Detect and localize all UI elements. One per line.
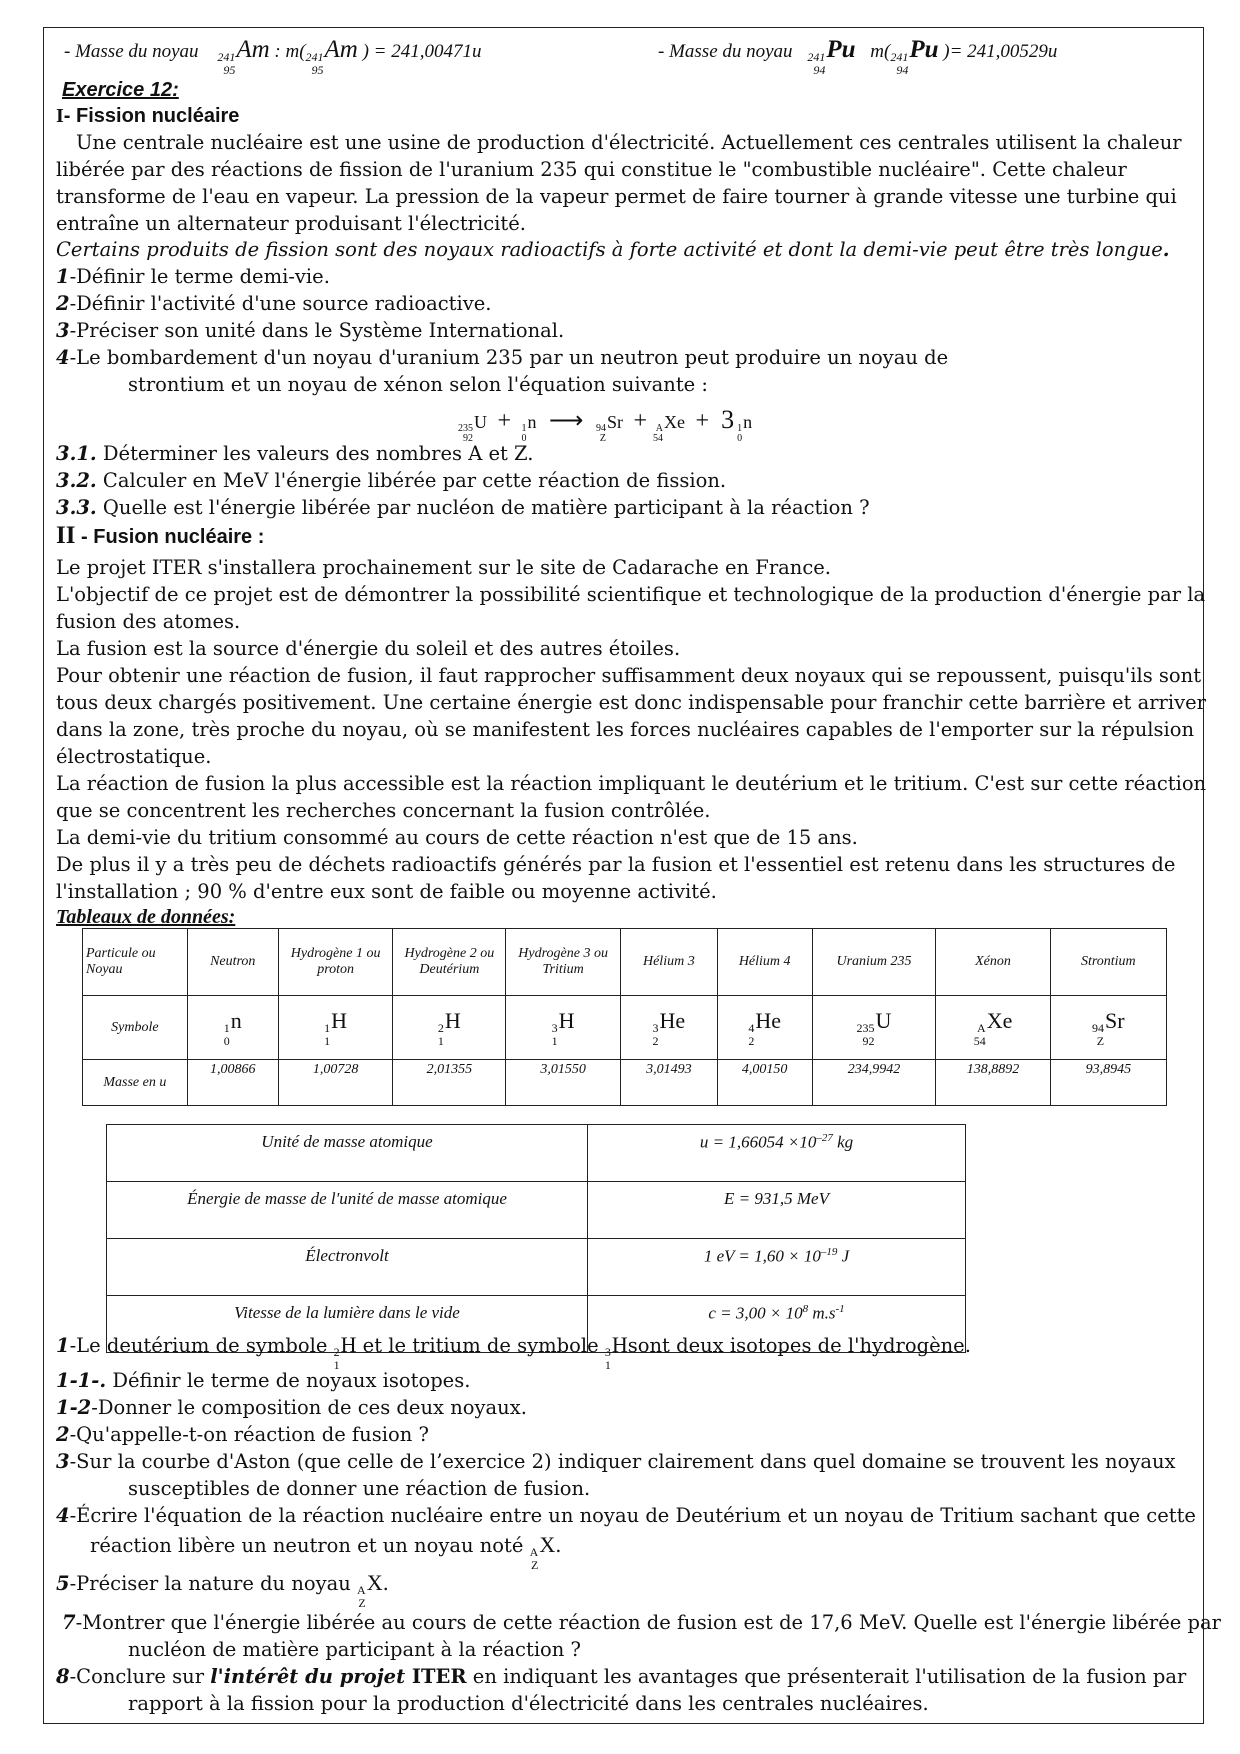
symbol-cell: 3 2 He <box>620 996 717 1060</box>
column-header: Neutron <box>187 929 278 996</box>
table-row <box>107 1125 966 1182</box>
intro-line-1: Une centrale nucléaire est une usine de production d'électricité. Actuellement ces centrales utilisent la chaleur <box>76 131 1182 154</box>
symbol-cell: 1 1 H <box>278 996 393 1060</box>
americium-nucleus-2: 241 95 Am <box>305 36 358 77</box>
symbol-cell: A 54 Xe <box>936 996 1050 1060</box>
mass-cell: 1,00866 <box>187 1060 278 1106</box>
constants-table <box>106 1124 966 1353</box>
symbol-cell: 3 1 H <box>506 996 621 1060</box>
column-header: Hélium 3 <box>620 929 717 996</box>
row-label-particle: Particule ou Noyau <box>83 929 188 996</box>
part2-line-5: Pour obtenir une réaction de fusion, il faut rapprocher suffisamment deux noyaux qui se repoussent, puisqu'ils sont <box>56 664 1202 687</box>
xenon-nucleus: A 54 Xe <box>653 412 686 444</box>
table-row <box>83 996 1167 1060</box>
constant-label: Vitesse de la lumière dans le vide <box>107 1296 588 1353</box>
column-header: Strontium <box>1050 929 1166 996</box>
part1-heading: I- Fission nucléaire <box>56 105 240 127</box>
constant-value: $c = 3,00 \times 10^8$ $m.s^{-1}$ <box>588 1296 966 1353</box>
symbol-cell: 94 Z Sr <box>1050 996 1166 1060</box>
fission-equation: 235 92 U + 1 0 n ⟶ 94 Z Sr + A 54 Xe + 3 1 0 n <box>458 405 753 444</box>
plutonium-nucleus-2: 241 94 Pu <box>890 36 939 77</box>
constant-label: Énergie de masse de l'unité de masse atomique <box>107 1182 588 1239</box>
constant-label: Unité de masse atomique <box>107 1125 588 1182</box>
column-header: Hydrogène 3 ou Tritium <box>506 929 621 996</box>
part2-line-6: tous deux chargés positivement. Une certaine énergie est donc indispensable pour franchir cette barrière et arriver <box>56 691 1206 714</box>
mass-cell: 2,01355 <box>393 1060 506 1106</box>
mass-cell: 234,9942 <box>812 1060 936 1106</box>
question-1: 1-Définir le terme demi-vie. <box>56 265 330 288</box>
question-3: 3-Préciser son unité dans le Système International. <box>56 319 565 342</box>
symbol-cell: 1 0 n <box>187 996 278 1060</box>
plutonium-mass-line: - Masse du noyau 241 94 Pu m( 241 94 Pu )= 241,00529u <box>658 36 1058 77</box>
mass-cell: 4,00150 <box>717 1060 812 1106</box>
question-3-1: 3.1. Déterminer les valeurs des nombres A et Z. <box>56 442 534 465</box>
strontium-nucleus: 94 Z Sr <box>595 412 623 444</box>
intro-line-2: libérée par des réactions de fission de l'uranium 235 qui constitue le "combustible nucléaire". Cette chaleur <box>56 158 1127 181</box>
symbol-cell: 2 1 H <box>393 996 506 1060</box>
p2-question-5: 5-Préciser la nature du noyau A Z X. <box>56 1570 389 1610</box>
uranium-nucleus: 235 92 U <box>458 412 487 444</box>
mass-cell: 1,00728 <box>278 1060 393 1106</box>
mass-cell: 138,8892 <box>936 1060 1050 1106</box>
tritium-symbol: 3 1 H <box>604 1332 628 1372</box>
tables-title: Tableaux de données: <box>56 906 236 928</box>
americium-mass-line: - Masse du noyau 241 95 Am : m( 241 95 Am ) = 241,00471u <box>64 36 482 77</box>
table-row <box>107 1239 966 1296</box>
mass-cell: 3,01493 <box>620 1060 717 1106</box>
symbol-cell: 4 2 He <box>717 996 812 1060</box>
column-header: Hélium 4 <box>717 929 812 996</box>
americium-nucleus: 241 95 Am <box>217 36 270 77</box>
p2-question-2: 2-Qu'appelle-t-on réaction de fusion ? <box>56 1423 429 1446</box>
part2-line-3: fusion des atomes. <box>56 610 241 633</box>
p2-question-1-2: 1-2-Donner le composition de ces deux noyaux. <box>56 1396 527 1419</box>
plutonium-nucleus: 241 94 Pu <box>807 36 856 77</box>
p2-question-3-cont: susceptibles de donner une réaction de fusion. <box>128 1477 591 1500</box>
part2-line-8: électrostatique. <box>56 745 212 768</box>
part2-line-9: La réaction de fusion la plus accessible est la réaction impliquant le deutérium et le tritium. C'est sur cette réaction <box>56 772 1207 795</box>
p2-question-7: 7-Montrer que l'énergie libérée au cours de cette réaction de fusion est de 17,6 MeV. Quelle est l'énergie libérée par <box>62 1611 1221 1634</box>
neutron-nucleus: 1 0 n <box>521 412 537 444</box>
p2-question-8-cont: rapport à la fission pour la production d'électricité dans les centrales nucléaires. <box>128 1692 929 1715</box>
intro-line-3: transforme de l'eau en vapeur. La pression de la vapeur permet de faire tourner à grande vitesse une turbine qui <box>56 185 1177 208</box>
question-4-cont: strontium et un noyau de xénon selon l'équation suivante : <box>128 373 708 396</box>
particle-data-table <box>82 928 1167 1106</box>
constant-label: Électronvolt <box>107 1239 588 1296</box>
x-nucleus-symbol-2: A Z X <box>357 1570 383 1610</box>
p2-question-4-cont: réaction libère un neutron et un noyau noté A Z X. <box>90 1532 562 1572</box>
question-4: 4-Le bombardement d'un noyau d'uranium 235 par un neutron peut produire un noyau de <box>56 346 949 369</box>
p2-question-8: 8-Conclure sur l'intérêt du projet ITER en indiquant les avantages que présenterait l'utilisation de la fusion par <box>56 1665 1187 1688</box>
table-row <box>83 1060 1167 1106</box>
p2-question-3: 3-Sur la courbe d'Aston (que celle de l’exercice 2) indiquer clairement dans quel domaine se trouvent les noyaux <box>56 1450 1176 1473</box>
mass-cell: 93,8945 <box>1050 1060 1166 1106</box>
row-label-symbol: Symbole <box>83 996 188 1060</box>
constant-value: 1 eV = $1,60 \times 10^{-19}$ J <box>588 1239 966 1296</box>
question-2: 2-Définir l'activité d'une source radioactive. <box>56 292 492 315</box>
part2-line-12: De plus il y a très peu de déchets radioactifs générés par la fusion et l'essentiel est retenu dans les structures de <box>56 853 1176 876</box>
part2-line-7: dans la zone, très proche du noyau, où se manifestent les forces nucléaires capables de l'emporter sur la répulsion <box>56 718 1195 741</box>
part2-line-2: L'objectif de ce projet est de démontrer la possibilité scientifique et technologique de la production d'énergie par la <box>56 583 1206 606</box>
row-label-mass: Masse en u <box>83 1060 188 1106</box>
p2-question-4: 4-Écrire l'équation de la réaction nucléaire entre un noyau de Deutérium et un noyau de Tritium sachant que cette <box>56 1504 1196 1527</box>
part2-heading: II - Fusion nucléaire : <box>56 522 265 549</box>
part2-line-10: que se concentrent les recherches concernant la fusion contrôlée. <box>56 799 711 822</box>
question-3-2: 3.2. Calculer en MeV l'énergie libérée par cette réaction de fission. <box>56 469 727 492</box>
column-header: Uranium 235 <box>812 929 936 996</box>
constant-value: E = 931,5 MeV <box>588 1182 966 1239</box>
part2-line-4: La fusion est la source d'énergie du soleil et des autres étoiles. <box>56 637 681 660</box>
table-row <box>83 929 1167 996</box>
table-row <box>107 1182 966 1239</box>
p2-question-1-1: 1-1-. Définir le terme de noyaux isotopes. <box>56 1369 471 1392</box>
column-header: Hydrogène 1 ou proton <box>278 929 393 996</box>
neutron-nucleus-2: 1 0 n <box>737 412 753 444</box>
column-header: Hydrogène 2 ou Deutérium <box>393 929 506 996</box>
x-nucleus-symbol: A Z X <box>529 1532 556 1572</box>
symbol-cell: 235 92 U <box>812 996 936 1060</box>
intro-line-4: entraîne un alternateur produisant l'électricité. <box>56 212 526 235</box>
column-header: Xénon <box>936 929 1050 996</box>
question-3-3: 3.3. Quelle est l'énergie libérée par nucléon de matière participant à la réaction ? <box>56 496 870 519</box>
mass-cell: 3,01550 <box>506 1060 621 1106</box>
part2-line-11: La demi-vie du tritium consommé au cours de cette réaction n'est que de 15 ans. <box>56 826 858 849</box>
deuterium-symbol: 2 1 H <box>333 1332 357 1372</box>
p2-question-1: 1-Le deutérium de symbole 2 1 H et le tritium de symbole 3 1 Hsont deux isotopes de l'hydrogène. <box>56 1332 971 1372</box>
part2-line-1: Le projet ITER s'installera prochainement sur le site de Cadarache en France. <box>56 556 831 579</box>
constant-value: $u = 1,66054 \times 10^{-27}$ kg <box>588 1125 966 1182</box>
exercise-title: Exercice 12: <box>62 79 179 101</box>
part2-line-13: l'installation ; 90 % d'entre eux sont de faible ou moyenne activité. <box>56 880 717 903</box>
p2-question-7-cont: nucléon de matière participant à la réaction ? <box>128 1638 582 1661</box>
italic-sentence: Certains produits de fission sont des noyaux radioactifs à forte activité et dont la demi-vie peut être très longue. <box>56 238 1170 261</box>
